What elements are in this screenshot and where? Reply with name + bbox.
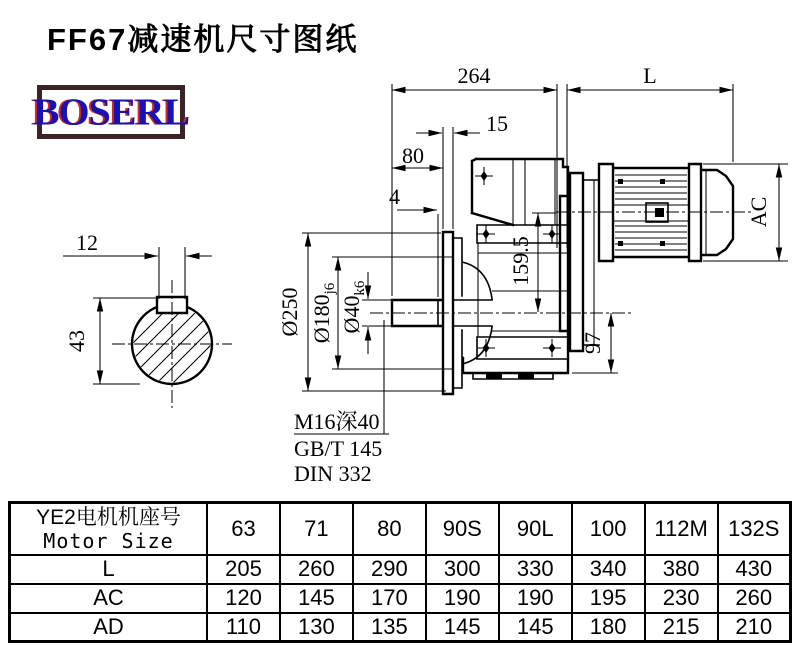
dim-axis-height: 159.5 bbox=[508, 236, 533, 286]
size-header: 80 bbox=[353, 503, 426, 555]
value-cell: 210 bbox=[718, 613, 791, 642]
header-cn: YE2电机机座号 bbox=[36, 506, 181, 530]
value-cell: 260 bbox=[280, 555, 353, 584]
value-cell: 135 bbox=[353, 613, 426, 642]
value-cell: 195 bbox=[572, 584, 645, 613]
value-cell: 145 bbox=[426, 613, 499, 642]
motor-adapter bbox=[560, 173, 599, 351]
dim-spigot-dia: $Ø180_{j6}$ bbox=[309, 282, 338, 344]
value-cell: 110 bbox=[207, 613, 280, 642]
dim-below-axis: 97 bbox=[580, 332, 605, 354]
brand-logo-text: BOSERL bbox=[32, 90, 190, 133]
value-cell: 380 bbox=[645, 555, 718, 584]
note-std-din: DIN 332 bbox=[294, 461, 372, 486]
note-tap-hole: M16深40 bbox=[294, 409, 380, 434]
table-row bbox=[10, 584, 791, 613]
shaft-cross-section-view bbox=[63, 230, 268, 408]
dim-shaft-dia: $Ø40_{k6}$ bbox=[339, 280, 368, 334]
size-header: 100 bbox=[572, 503, 645, 555]
side-view bbox=[370, 159, 752, 394]
value-cell: 180 bbox=[572, 613, 645, 642]
value-cell: 120 bbox=[207, 584, 280, 613]
dim-flange-thickness: 15 bbox=[486, 111, 508, 136]
row-label: AC bbox=[10, 584, 208, 613]
dim-key-width: 12 bbox=[76, 230, 98, 255]
value-cell: 330 bbox=[499, 555, 572, 584]
dim-motor-length: L bbox=[643, 63, 657, 88]
value-cell: 215 bbox=[645, 613, 718, 642]
value-cell: 230 bbox=[645, 584, 718, 613]
row-label: L bbox=[10, 555, 208, 584]
value-cell: 260 bbox=[718, 584, 791, 613]
value-cell: 430 bbox=[718, 555, 791, 584]
motor-size-table bbox=[8, 501, 792, 643]
value-cell: 145 bbox=[280, 584, 353, 613]
value-cell: 130 bbox=[280, 613, 353, 642]
value-cell: 190 bbox=[499, 584, 572, 613]
row-label: AD bbox=[10, 613, 208, 642]
note-std-gb: GB/T 145 bbox=[294, 436, 383, 461]
size-header: 71 bbox=[280, 503, 353, 555]
value-cell: 145 bbox=[499, 613, 572, 642]
table-row bbox=[10, 555, 791, 584]
value-cell: 340 bbox=[572, 555, 645, 584]
dim-key-height: 43 bbox=[64, 330, 89, 352]
dim-motor-dia: AC bbox=[746, 196, 771, 228]
dim-shoulder-gap: 4 bbox=[389, 184, 400, 209]
table-row bbox=[10, 613, 791, 642]
dim-flange-dia: Ø250 bbox=[277, 287, 302, 337]
value-cell: 290 bbox=[353, 555, 426, 584]
motor-size-header-cell bbox=[10, 503, 208, 555]
dim-shaft-length: 80 bbox=[402, 143, 424, 168]
size-header: 90L bbox=[499, 503, 572, 555]
page-title: FF67减速机尺寸图纸 bbox=[47, 22, 359, 57]
value-cell: 190 bbox=[426, 584, 499, 613]
value-cell: 300 bbox=[426, 555, 499, 584]
size-header: 132S bbox=[718, 503, 791, 555]
size-header: 90S bbox=[426, 503, 499, 555]
dim-overall-width: 264 bbox=[457, 63, 491, 88]
value-cell: 170 bbox=[353, 584, 426, 613]
header-en: Motor Size bbox=[43, 529, 174, 554]
dimension-lines bbox=[277, 63, 788, 391]
value-cell: 205 bbox=[207, 555, 280, 584]
size-header: 63 bbox=[207, 503, 280, 555]
size-header: 112M bbox=[645, 503, 718, 555]
